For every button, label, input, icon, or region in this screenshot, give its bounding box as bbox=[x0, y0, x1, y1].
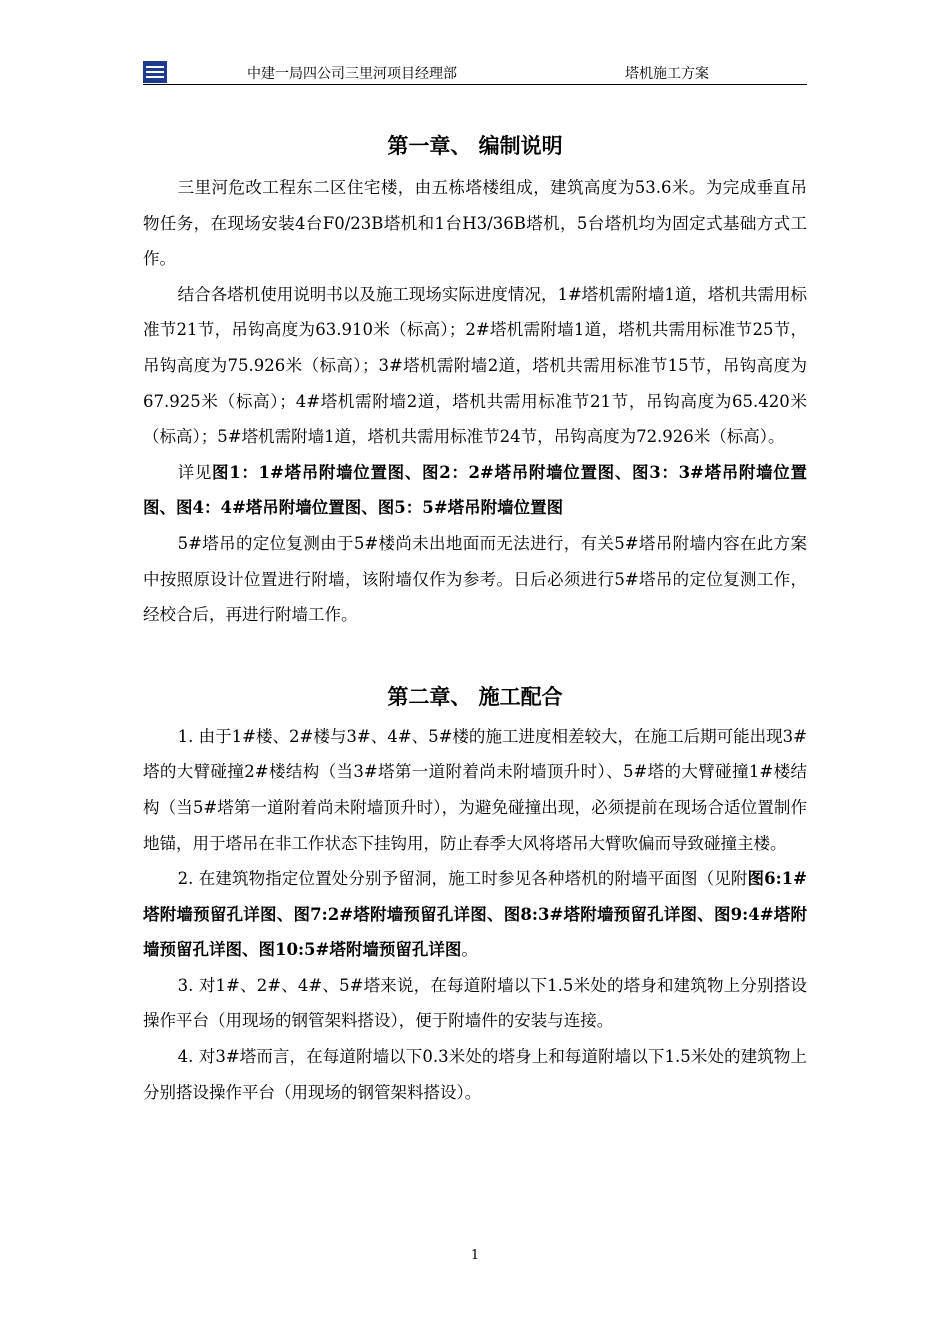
chapter1-paragraph-4: 5#塔吊的定位复测由于5#楼尚未出地面而无法进行，有关5#塔吊附墙内容在此方案中按照原设计位置进行附墙，该附墙仅作为参考。日后必须进行5#塔吊的定位复测工作，经校合后，再进行附墙工作。 bbox=[143, 533, 807, 625]
chapter2-item-4: 4. 对3#塔而言，在每道附墙以下0.3米处的塔身上和每道附墙以下1.5米处的建筑物上分别搭设操作平台（用现场的钢管架料搭设）。 bbox=[143, 1047, 807, 1102]
header-document-title: 塔机施工方案 bbox=[625, 66, 709, 82]
chapter2-item-3: 3. 对1#、2#、4#、5#塔来说，在每道附墙以下1.5米处的塔身和建筑物上分别搭设操作平台（用现场的钢管架料搭设），便于附墙件的安装与连接。 bbox=[143, 975, 807, 1031]
page-number: 1 bbox=[470, 1248, 480, 1263]
document-body bbox=[143, 126, 807, 1110]
header-company-name: 中建一局四公司三里河项目经理部 bbox=[247, 66, 457, 82]
chapter1-title: 第一章、 编制说明 bbox=[387, 133, 563, 158]
figure-ref-prefix: 详见 bbox=[177, 462, 213, 482]
figure-references: 图1：1#塔吊附墙位置图、图2：2#塔吊附墙位置图、图3：3#塔吊附墙位置图、图4：4#塔吊附墙位置图、图5：5#塔吊附墙位置图 bbox=[143, 462, 807, 518]
chapter1-paragraph-3 bbox=[143, 455, 807, 526]
company-logo-icon bbox=[143, 61, 167, 83]
chapter2-item-2 bbox=[143, 861, 807, 968]
chapter2-item-1: 1. 由于1#楼、2#楼与3#、4#、5#楼的施工进度相差较大，在施工后期可能出现3#塔的大臂碰撞2#楼结构（当3#塔第一道附着尚未附墙顶升时）、5#塔的大臂碰撞1#楼结构（当5#塔第一道附着尚未附墙顶升时），为避免碰撞出现，必须提前在现场合适位置制作地锚，用于塔吊在非工作状态下挂钩用，防止春季大风将塔吊大臂吹偏而导致碰撞主楼。 bbox=[143, 726, 807, 853]
chapter1-paragraph-1: 三里河危改工程东二区住宅楼，由五栋塔楼组成，建筑高度为53.6米。为完成垂直吊物任务，在现场安装4台F0/23B塔机和1台H3/36B塔机，5台塔机均为固定式基础方式工作。 bbox=[143, 178, 807, 269]
page-header bbox=[143, 60, 807, 85]
item2-suffix: 。 bbox=[461, 940, 478, 960]
item2-prefix: 2. 在建筑物指定位置处分别予留洞，施工时参见各种塔机的附墙平面图（见附 bbox=[177, 869, 748, 889]
chapter2-title: 第二章、 施工配合 bbox=[387, 683, 563, 709]
item2-figure-references: 图6:1#塔附墙预留孔详图、图7:2#塔附墙预留孔详图、图8:3#塔附墙预留孔详图、图9:4#塔附墙预留孔详图、图10:5#塔附墙预留孔详图 bbox=[143, 869, 807, 960]
chapter1-paragraph-2: 结合各塔机使用说明书以及施工现场实际进度情况，1#塔机需附墙1道，塔机共需用标准节21节，吊钩高度为63.910米（标高）；2#塔机需附墙1道，塔机共需用标准节25节，吊钩高度为75.926米（标高）；3#塔机需附墙2道，塔机共需用标准节15节，吊钩高度为67.925米（标高）；4#塔机需附墙2道，塔机共需用标准节21节，吊钩高度为65.420米（标高）；5#塔机需附墙1道，塔机共需用标准节24节，吊钩高度为72.926米（标高）。 bbox=[143, 284, 807, 447]
